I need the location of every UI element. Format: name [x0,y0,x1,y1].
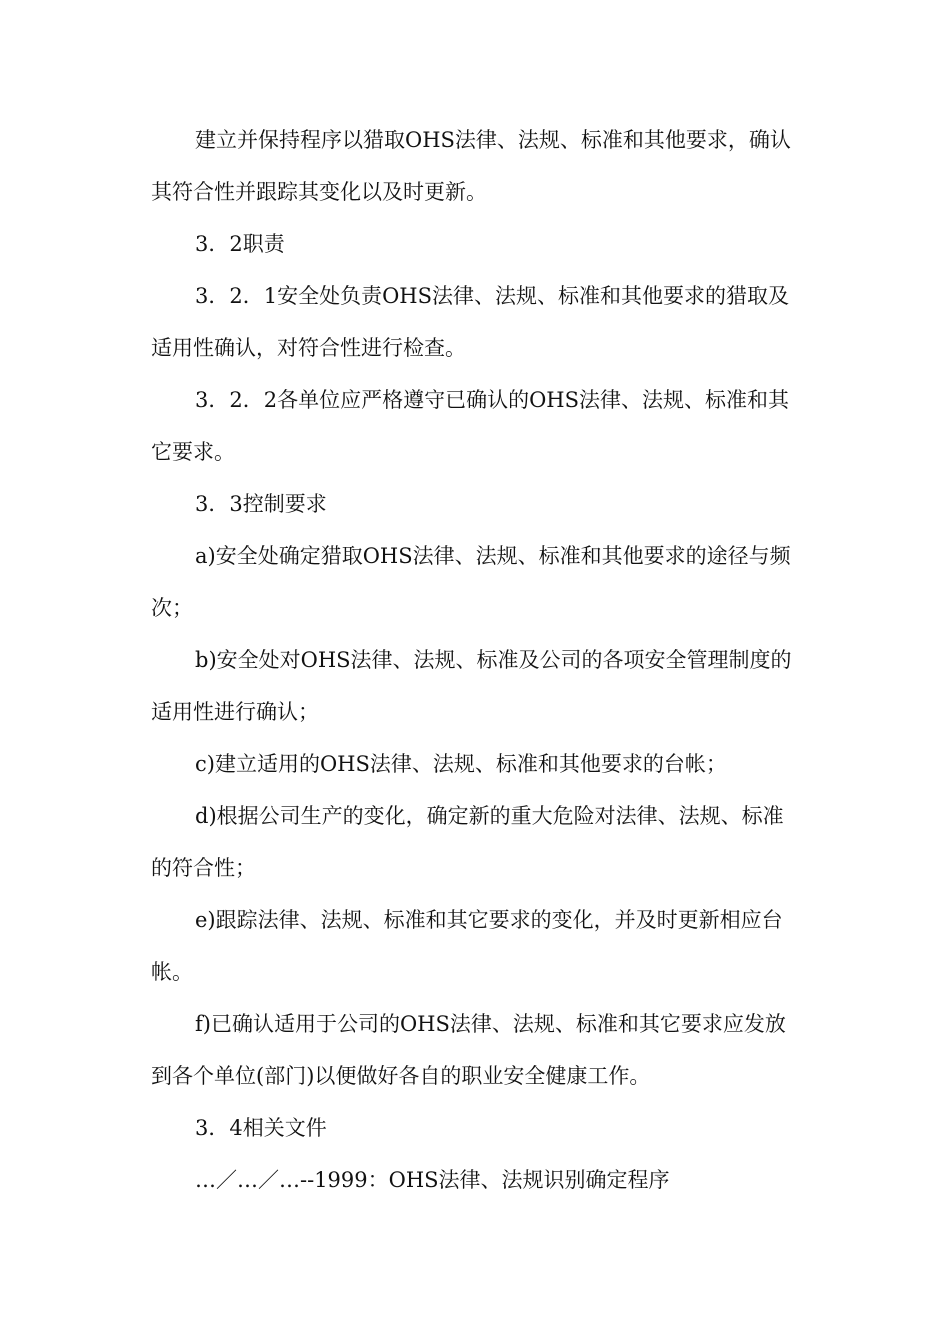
paragraph-3-2-2: 3．2．2各单位应严格遵守已确认的OHS法律、法规、标准和其它要求。 [151,388,789,464]
list-item-d: d)根据公司生产的变化，确定新的重大危险对法律、法规、标准的符合性； [151,804,784,880]
list-item-c: c)建立适用的OHS法律、法规、标准和其他要求的台帐； [195,752,727,776]
list-item-a: a)安全处确定猎取OHS法律、法规、标准和其他要求的途径与频次； [151,544,791,620]
paragraph-intro: 建立并保持程序以猎取OHS法律、法规、标准和其他要求，确认其符合性并跟踪其变化以及时更新。 [151,128,791,204]
heading-3-3-control-requirements: 3．3控制要求 [195,492,327,516]
document-body [151,114,803,1206]
list-item-e: e)跟踪法律、法规、标准和其它要求的变化，并及时更新相应台帐。 [151,908,783,984]
heading-3-4-related-documents: 3．4相关文件 [195,1116,327,1140]
list-item-b: b)安全处对OHS法律、法规、标准及公司的各项安全管理制度的适用性进行确认； [151,648,792,724]
list-item-f: f)已确认适用于公司的OHS法律、法规、标准和其它要求应发放到各个单位(部门)以便做好各自的职业安全健康工作。 [151,1012,786,1088]
heading-3-2-responsibilities: 3．2职责 [195,232,285,256]
related-document-reference: …／…／…--1999：OHS法律、法规识别确定程序 [195,1168,670,1192]
paragraph-3-2-1: 3．2．1安全处负责OHS法律、法规、标准和其他要求的猎取及适用性确认，对符合性进行检查。 [151,284,789,360]
